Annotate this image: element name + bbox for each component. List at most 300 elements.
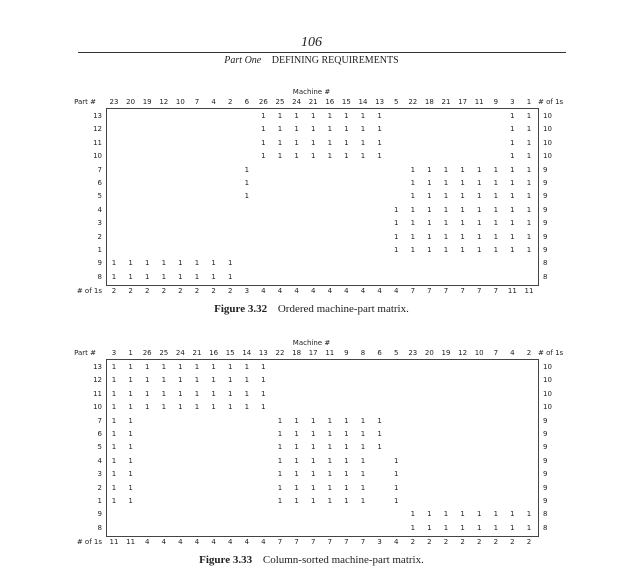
matrix-cell-one: 1 <box>327 138 333 147</box>
matrix-cell-one: 1 <box>526 219 532 228</box>
matrix-cell-one: 1 <box>510 246 515 254</box>
matrix-cell-one: 1 <box>460 165 465 174</box>
matrix-cell-one: 1 <box>161 376 167 385</box>
column-total: 2 <box>111 287 117 295</box>
matrix-cell-one: 1 <box>327 112 333 120</box>
matrix-cell-one: 1 <box>227 403 233 412</box>
row-ones-count: 9 <box>543 483 548 492</box>
row-ones-count: 10 <box>543 152 552 161</box>
machine-column-header: 11 <box>325 349 335 357</box>
machine-column-header: 9 <box>344 349 349 357</box>
matrix-cell-one: 1 <box>178 259 183 268</box>
machine-column-header: 18 <box>424 98 434 106</box>
machine-column-header: 14 <box>242 349 252 357</box>
matrix-cell-one: 1 <box>443 219 449 228</box>
matrix-cell-one: 1 <box>310 483 316 492</box>
matrix-cell-one: 1 <box>128 483 133 492</box>
matrix-cell-one: 1 <box>128 389 133 398</box>
matrix-cell-one: 1 <box>128 470 133 479</box>
running-head <box>0 55 623 66</box>
matrix-cell-one: 1 <box>178 389 183 398</box>
matrix-cell-one: 1 <box>294 430 299 438</box>
matrix-cell-one: 1 <box>510 232 515 241</box>
row-ones-count: 9 <box>543 192 548 201</box>
machine-column-header: 1 <box>128 349 133 357</box>
matrix-cell-one: 1 <box>360 470 366 479</box>
part-row-label: 11 <box>93 389 102 398</box>
part-row-label: 11 <box>93 138 102 147</box>
matrix-cell-one: 1 <box>144 363 150 371</box>
matrix-cell-one: 1 <box>161 363 167 371</box>
matrix-cell-one: 1 <box>194 403 200 412</box>
matrix-cell-one: 1 <box>360 497 366 505</box>
matrix-cell-one: 1 <box>327 125 333 134</box>
matrix-cell-one: 1 <box>510 112 515 120</box>
column-total: 11 <box>126 538 136 546</box>
part-axis-label: Part # <box>74 98 96 106</box>
matrix-cell-one: 1 <box>510 523 515 532</box>
machine-column-header: 10 <box>175 98 185 106</box>
matrix-cell-one: 1 <box>476 246 482 254</box>
matrix-cell-one: 1 <box>244 179 250 187</box>
part-row-label: 4 <box>97 205 102 214</box>
column-total: 7 <box>460 287 465 295</box>
matrix-cell-one: 1 <box>294 125 299 134</box>
matrix-cell-one: 1 <box>310 430 316 438</box>
matrix-cell-one: 1 <box>443 179 449 187</box>
part-row-label: 2 <box>97 483 102 492</box>
matrix-cell-one: 1 <box>427 523 432 532</box>
matrix-cell-one: 1 <box>526 179 532 187</box>
matrix-cell-one: 1 <box>111 272 117 281</box>
matrix-cell-one: 1 <box>493 523 499 532</box>
part-row-label: 13 <box>93 112 102 120</box>
matrix-cell-one: 1 <box>360 152 366 161</box>
part-row-label: 6 <box>97 430 102 438</box>
matrix-cell-one: 1 <box>393 456 399 465</box>
matrix-cell-one: 1 <box>393 232 399 241</box>
column-total: 4 <box>161 538 167 546</box>
matrix-cell-one: 1 <box>377 416 382 425</box>
matrix-cell-one: 1 <box>393 497 399 505</box>
matrix-cell-one: 1 <box>410 192 416 201</box>
matrix-cell-one: 1 <box>493 205 499 214</box>
matrix-cell-one: 1 <box>344 138 349 147</box>
column-total: 2 <box>144 287 150 295</box>
row-ones-count: 9 <box>543 497 548 505</box>
matrix-cell-one: 1 <box>310 416 316 425</box>
matrix-cell-one: 1 <box>360 416 366 425</box>
matrix-cell-one: 1 <box>294 456 299 465</box>
matrix-cell-one: 1 <box>410 165 416 174</box>
matrix-cell-one: 1 <box>443 246 449 254</box>
matrix-cell-one: 1 <box>194 272 200 281</box>
matrix-cell-one: 1 <box>294 138 299 147</box>
matrix-cell-one: 1 <box>377 430 382 438</box>
matrix-cell-one: 1 <box>427 192 432 201</box>
matrix-cell-one: 1 <box>393 246 399 254</box>
row-ones-count: 10 <box>543 112 552 120</box>
matrix-cell-one: 1 <box>377 152 382 161</box>
matrix-cell-one: 1 <box>310 470 316 479</box>
matrix-cell-one: 1 <box>510 510 515 519</box>
matrix-cell-one: 1 <box>526 192 532 201</box>
matrix-cell-one: 1 <box>410 179 416 187</box>
matrix-cell-one: 1 <box>476 179 482 187</box>
matrix-cell-one: 1 <box>427 205 432 214</box>
matrix-cell-one: 1 <box>476 205 482 214</box>
machine-column-header: 4 <box>510 349 515 357</box>
matrix-cell-one: 1 <box>476 510 482 519</box>
part-row-label: 10 <box>93 152 102 161</box>
matrix-cell-one: 1 <box>244 165 250 174</box>
matrix-cell-one: 1 <box>277 470 283 479</box>
matrix-cell-one: 1 <box>261 112 266 120</box>
matrix-cell-one: 1 <box>211 272 216 281</box>
matrix-cell-one: 1 <box>427 219 432 228</box>
row-ones-count: 9 <box>543 430 548 438</box>
page-number: 106 <box>301 35 322 50</box>
matrix-cell-one: 1 <box>443 192 449 201</box>
matrix-cell-one: 1 <box>427 232 432 241</box>
matrix-cell-one: 1 <box>111 403 117 412</box>
matrix-cell-one: 1 <box>111 430 117 438</box>
matrix-cell-one: 1 <box>393 219 399 228</box>
matrix-cell-one: 1 <box>310 125 316 134</box>
matrix-cell-one: 1 <box>410 523 416 532</box>
matrix-cell-one: 1 <box>111 389 117 398</box>
matrix-cell-one: 1 <box>344 497 349 505</box>
running-head-title: DEFINING REQUIREMENTS <box>271 55 399 66</box>
matrix-cell-one: 1 <box>460 205 465 214</box>
matrix-cell-one: 1 <box>427 246 432 254</box>
matrix-cell-one: 1 <box>227 389 233 398</box>
running-head-part: Part One <box>224 55 262 66</box>
matrix-cell-one: 1 <box>427 510 432 519</box>
matrix-cell-one: 1 <box>510 138 515 147</box>
column-total: 4 <box>144 538 150 546</box>
matrix-cell-one: 1 <box>178 272 183 281</box>
column-total: 4 <box>393 538 399 546</box>
machine-column-header: 18 <box>292 349 302 357</box>
row-ones-count: 8 <box>543 510 548 519</box>
matrix-cell-one: 1 <box>294 497 299 505</box>
matrix-cell-one: 1 <box>443 232 449 241</box>
machine-column-header: 14 <box>358 98 368 106</box>
matrix-cell-one: 1 <box>360 138 366 147</box>
column-total: 7 <box>310 538 316 546</box>
row-ones-count: 8 <box>543 523 548 532</box>
matrix-cell-one: 1 <box>493 219 499 228</box>
matrix-cell-one: 1 <box>460 510 465 519</box>
matrix-cell-one: 1 <box>360 125 366 134</box>
matrix-cell-one: 1 <box>310 112 316 120</box>
matrix-cell-one: 1 <box>227 376 233 385</box>
column-total: 4 <box>194 538 200 546</box>
matrix-cell-one: 1 <box>277 152 283 161</box>
matrix-cell-one: 1 <box>360 112 366 120</box>
matrix-cell-one: 1 <box>161 389 167 398</box>
matrix-cell-one: 1 <box>294 112 299 120</box>
matrix-cell-one: 1 <box>526 112 532 120</box>
matrix-cell-one: 1 <box>344 430 349 438</box>
matrix-cell-one: 1 <box>128 430 133 438</box>
matrix-cell-one: 1 <box>476 165 482 174</box>
machine-column-header: 19 <box>142 98 152 106</box>
matrix-cell-one: 1 <box>327 456 333 465</box>
matrix-cell-one: 1 <box>227 259 233 268</box>
matrix-cell-one: 1 <box>294 152 299 161</box>
machine-axis-label: Machine # <box>292 339 331 347</box>
matrix-cell-one: 1 <box>277 112 283 120</box>
part-row-label: 9 <box>97 510 102 519</box>
column-total: 4 <box>393 287 399 295</box>
part-row-label: 12 <box>93 376 102 385</box>
matrix-cell-one: 1 <box>526 125 532 134</box>
matrix-cell-one: 1 <box>526 246 532 254</box>
matrix-cell-one: 1 <box>327 416 333 425</box>
column-total: 4 <box>227 538 233 546</box>
matrix-cell-one: 1 <box>360 483 366 492</box>
matrix-cell-one: 1 <box>111 483 117 492</box>
machine-column-header: 12 <box>159 98 169 106</box>
matrix-cell-one: 1 <box>493 179 499 187</box>
matrix-cell-one: 1 <box>277 497 283 505</box>
matrix-cell-one: 1 <box>510 219 515 228</box>
machine-column-header: 25 <box>159 349 169 357</box>
machine-column-header: 2 <box>526 349 532 357</box>
matrix-cell-one: 1 <box>460 232 465 241</box>
matrix-cell-one: 1 <box>194 363 200 371</box>
matrix-cell-one: 1 <box>244 403 250 412</box>
matrix-cell-one: 1 <box>377 125 382 134</box>
matrix-cell-one: 1 <box>111 497 117 505</box>
matrix-cell-one: 1 <box>194 389 200 398</box>
matrix-cell-one: 1 <box>344 125 349 134</box>
column-total: 4 <box>261 287 266 295</box>
matrix-cell-one: 1 <box>510 165 515 174</box>
matrix-cell-one: 1 <box>344 416 349 425</box>
column-total: 4 <box>277 287 283 295</box>
machine-column-header: 3 <box>111 349 117 357</box>
matrix-cell-one: 1 <box>510 179 515 187</box>
matrix-cell-one: 1 <box>111 259 117 268</box>
matrix-cell-one: 1 <box>128 272 133 281</box>
header-rule <box>78 52 566 53</box>
matrix-cell-one: 1 <box>344 152 349 161</box>
matrix-cell-one: 1 <box>410 219 416 228</box>
matrix-cell-one: 1 <box>526 138 532 147</box>
matrix-cell-one: 1 <box>178 376 183 385</box>
machine-column-header: 20 <box>126 98 136 106</box>
matrix-cell-one: 1 <box>393 205 399 214</box>
machine-column-header: 20 <box>424 349 434 357</box>
matrix-cell-one: 1 <box>161 259 167 268</box>
row-ones-count: 9 <box>543 416 548 425</box>
part-row-label: 10 <box>93 403 102 412</box>
column-total: 4 <box>294 287 299 295</box>
machine-column-header: 5 <box>393 349 399 357</box>
row-ones-count: 9 <box>543 443 548 452</box>
matrix-cell-one: 1 <box>443 205 449 214</box>
column-total: 11 <box>507 287 517 295</box>
machine-column-header: 24 <box>175 349 185 357</box>
matrix-cell-one: 1 <box>244 363 250 371</box>
matrix-cell-one: 1 <box>144 272 150 281</box>
machine-column-header: 3 <box>510 98 515 106</box>
part-axis-label: Part # <box>74 349 96 357</box>
matrix-cell-one: 1 <box>244 376 250 385</box>
matrix-cell-one: 1 <box>261 363 266 371</box>
matrix-cell-one: 1 <box>476 523 482 532</box>
column-total: 7 <box>360 538 366 546</box>
matrix-cell-one: 1 <box>344 112 349 120</box>
column-total: 4 <box>211 538 216 546</box>
machine-column-header: 2 <box>227 98 233 106</box>
column-total: 2 <box>161 287 167 295</box>
matrix-cell-one: 1 <box>526 165 532 174</box>
matrix-cell-one: 1 <box>377 138 382 147</box>
machine-column-header: 12 <box>458 349 468 357</box>
matrix-cell-one: 1 <box>526 152 532 161</box>
matrix-cell-one: 1 <box>344 443 349 452</box>
machine-column-header: 23 <box>109 98 119 106</box>
matrix-cell-one: 1 <box>460 192 465 201</box>
column-total: 2 <box>227 287 233 295</box>
row-ones-count: 10 <box>543 403 552 412</box>
column-total: 2 <box>128 287 133 295</box>
matrix-cell-one: 1 <box>327 430 333 438</box>
machine-column-header: 22 <box>275 349 285 357</box>
matrix-cell-one: 1 <box>194 376 200 385</box>
column-total: 3 <box>377 538 382 546</box>
row-ones-count: 8 <box>543 259 548 268</box>
part-row-label: 1 <box>97 497 102 505</box>
machine-column-header: 17 <box>458 98 468 106</box>
column-total: 4 <box>327 287 333 295</box>
machine-column-header: 13 <box>375 98 385 106</box>
row-ones-count: 9 <box>543 165 548 174</box>
ones-count-header: # of 1s <box>538 349 564 357</box>
column-total: 4 <box>178 538 183 546</box>
part-row-label: 3 <box>97 470 102 479</box>
matrix-cell-one: 1 <box>377 443 382 452</box>
part-row-label: 3 <box>97 219 102 228</box>
machine-column-header: 7 <box>493 349 499 357</box>
machine-column-header: 21 <box>441 98 451 106</box>
part-row-label: 2 <box>97 232 102 241</box>
matrix-cell-one: 1 <box>443 165 449 174</box>
column-total: 2 <box>443 538 449 546</box>
matrix-cell-one: 1 <box>460 219 465 228</box>
matrix-cell-one: 1 <box>277 483 283 492</box>
row-ones-count: 9 <box>543 456 548 465</box>
column-total: 2 <box>493 538 499 546</box>
matrix-cell-one: 1 <box>493 510 499 519</box>
figure-3-33-caption <box>0 554 623 566</box>
matrix-cell-one: 1 <box>211 403 216 412</box>
matrix-cell-one: 1 <box>161 403 167 412</box>
matrix-cell-one: 1 <box>510 152 515 161</box>
matrix-cell-one: 1 <box>526 523 532 532</box>
matrix-cell-one: 1 <box>128 259 133 268</box>
matrix-cell-one: 1 <box>360 456 366 465</box>
caption-number: Figure 3.33 <box>199 554 253 566</box>
matrix-cell-one: 1 <box>510 125 515 134</box>
column-total: 4 <box>360 287 366 295</box>
machine-column-header: 17 <box>308 349 318 357</box>
matrix-cell-one: 1 <box>460 179 465 187</box>
matrix-cell-one: 1 <box>360 443 366 452</box>
machine-column-header: 5 <box>393 98 399 106</box>
matrix-cell-one: 1 <box>310 443 316 452</box>
machine-column-header: 10 <box>474 349 484 357</box>
matrix-cell-one: 1 <box>111 416 117 425</box>
row-ones-count: 10 <box>543 376 552 385</box>
column-total: 2 <box>410 538 416 546</box>
machine-column-header: 13 <box>258 349 268 357</box>
part-row-label: 5 <box>97 443 102 452</box>
matrix-cell-one: 1 <box>111 443 117 452</box>
column-total: 2 <box>178 287 183 295</box>
matrix-cell-one: 1 <box>526 205 532 214</box>
column-total: 2 <box>510 538 515 546</box>
matrix-cell-one: 1 <box>327 497 333 505</box>
column-total: 7 <box>443 287 449 295</box>
matrix-cell-one: 1 <box>111 456 117 465</box>
caption-number: Figure 3.32 <box>214 303 268 315</box>
machine-column-header: 8 <box>360 349 366 357</box>
column-total: 7 <box>476 287 482 295</box>
row-ones-count: 10 <box>543 125 552 134</box>
machine-column-header: 15 <box>225 349 235 357</box>
column-total: 4 <box>244 538 250 546</box>
column-total: 2 <box>194 287 200 295</box>
column-total: 7 <box>277 538 283 546</box>
matrix-cell-one: 1 <box>294 483 299 492</box>
machine-column-header: 26 <box>142 349 152 357</box>
machine-column-header: 4 <box>211 98 216 106</box>
matrix-cell-one: 1 <box>493 192 499 201</box>
matrix-cell-one: 1 <box>493 165 499 174</box>
matrix-cell-one: 1 <box>476 232 482 241</box>
matrix-cell-one: 1 <box>277 138 283 147</box>
matrix-cell-one: 1 <box>460 246 465 254</box>
column-total: 7 <box>344 538 349 546</box>
row-ones-count: 10 <box>543 389 552 398</box>
matrix-cell-one: 1 <box>294 443 299 452</box>
matrix-cell-one: 1 <box>227 363 233 371</box>
matrix-cell-one: 1 <box>277 125 283 134</box>
column-total: 2 <box>476 538 482 546</box>
matrix-cell-one: 1 <box>393 483 399 492</box>
figure-3-32-caption <box>0 303 623 315</box>
column-totals-label: # of 1s <box>76 538 102 546</box>
matrix-cell-one: 1 <box>144 259 150 268</box>
matrix-cell-one: 1 <box>377 112 382 120</box>
matrix-cell-one: 1 <box>476 192 482 201</box>
machine-column-header: 6 <box>244 98 250 106</box>
matrix-cell-one: 1 <box>277 443 283 452</box>
column-total: 4 <box>261 538 266 546</box>
matrix-cell-one: 1 <box>310 152 316 161</box>
ones-count-header: # of 1s <box>538 98 564 106</box>
machine-column-header: 16 <box>325 98 335 106</box>
row-ones-count: 9 <box>543 179 548 187</box>
machine-column-header: 7 <box>194 98 200 106</box>
row-ones-count: 10 <box>543 138 552 147</box>
matrix-cell-one: 1 <box>194 259 200 268</box>
